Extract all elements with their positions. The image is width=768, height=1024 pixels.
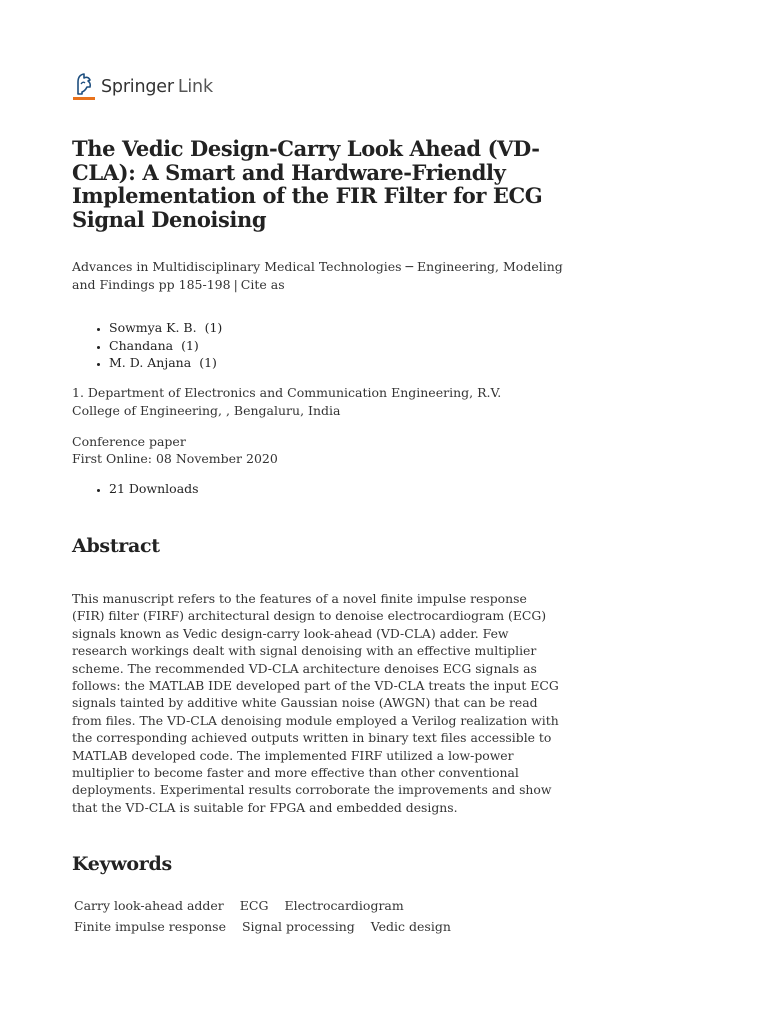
book-info: Advances in Multidisciplinary Medical Technologies ─ Engineering, Modeling and Findings pp 185-198 | Cite as — [72, 259, 563, 292]
metrics-list — [72, 480, 199, 498]
abstract-heading: Abstract — [72, 535, 160, 557]
book-title-link[interactable]: Advances in Multidisciplinary Medical Technologies ─ Engineering, Modeling and Findings — [72, 259, 563, 292]
page-range: pp 185-198 — [158, 276, 231, 292]
article-title: The Vedic Design-Carry Look Ahead (VD-CLA): A Smart and Hardware-Friendly Implementation of the FIR Filter for ECG Signal Denoising — [72, 136, 543, 232]
affiliation-ref[interactable]: (1) — [204, 320, 223, 335]
paper-type: Conference paper — [72, 434, 186, 449]
author-name[interactable]: Sowmya K. B. — [109, 320, 197, 335]
author-item — [109, 319, 222, 337]
author-name[interactable]: Chandana — [109, 337, 174, 353]
author-name[interactable]: M. D. Anjana — [109, 355, 192, 370]
affiliation-ref[interactable]: (1) — [181, 337, 199, 353]
keyword-list — [74, 895, 564, 937]
author-item — [109, 354, 222, 372]
author-list — [72, 319, 222, 372]
keyword-link[interactable]: Electrocardiogram — [284, 898, 404, 913]
keyword-link[interactable]: Carry look-ahead adder — [74, 898, 224, 913]
keyword-link[interactable]: ECG — [239, 898, 269, 913]
affiliation-ref[interactable]: (1) — [199, 355, 217, 370]
springer-horse-icon — [72, 72, 96, 102]
springer-link-logo[interactable] — [72, 72, 213, 102]
first-online-date: First Online: 08 November 2020 — [72, 451, 278, 466]
keyword-link[interactable]: Finite impulse response — [74, 919, 226, 934]
author-item — [109, 337, 222, 355]
keyword-link[interactable]: Vedic design — [370, 919, 451, 934]
logo-springer-text: Springer — [101, 77, 174, 97]
affiliation: 1. Department of Electronics and Communication Engineering, R.V. College of Engineering, , Bengaluru, India — [72, 385, 502, 418]
keyword-link[interactable]: Signal processing — [241, 919, 355, 934]
keywords-heading: Keywords — [72, 853, 172, 875]
abstract-text: This manuscript refers to the features of a novel finite impulse response (FIR) filter (FIRF) architectural design to denoise electrocardiogram (ECG) signals known as Vedic design-carry look-ahead (VD-CLA) adder. Few research workings dealt with signal denoising with an effective multiplier scheme. The recommended VD-CLA architecture denoises ECG signals as follows: the MATLAB IDE developed part of the VD-CLA treats the input ECG signals tainted by additive white Gaussian noise (AWGN) that can be read from files. The VD-CLA denoising module employed a Verilog realization with the corresponding achieved outputs written in binary text files accessible to MATLAB developed code. The implemented FIRF utilized a low-power multiplier to become faster and more effective than other conventional deployments. Experimental results corroborate the improvements and show that the VD-CLA is suitable for FPGA and embedded designs. — [72, 591, 559, 815]
cite-as-link[interactable]: Cite as — [240, 276, 285, 292]
downloads-count: • 21 Downloads — [109, 480, 199, 498]
logo-link-text: Link — [177, 77, 213, 97]
